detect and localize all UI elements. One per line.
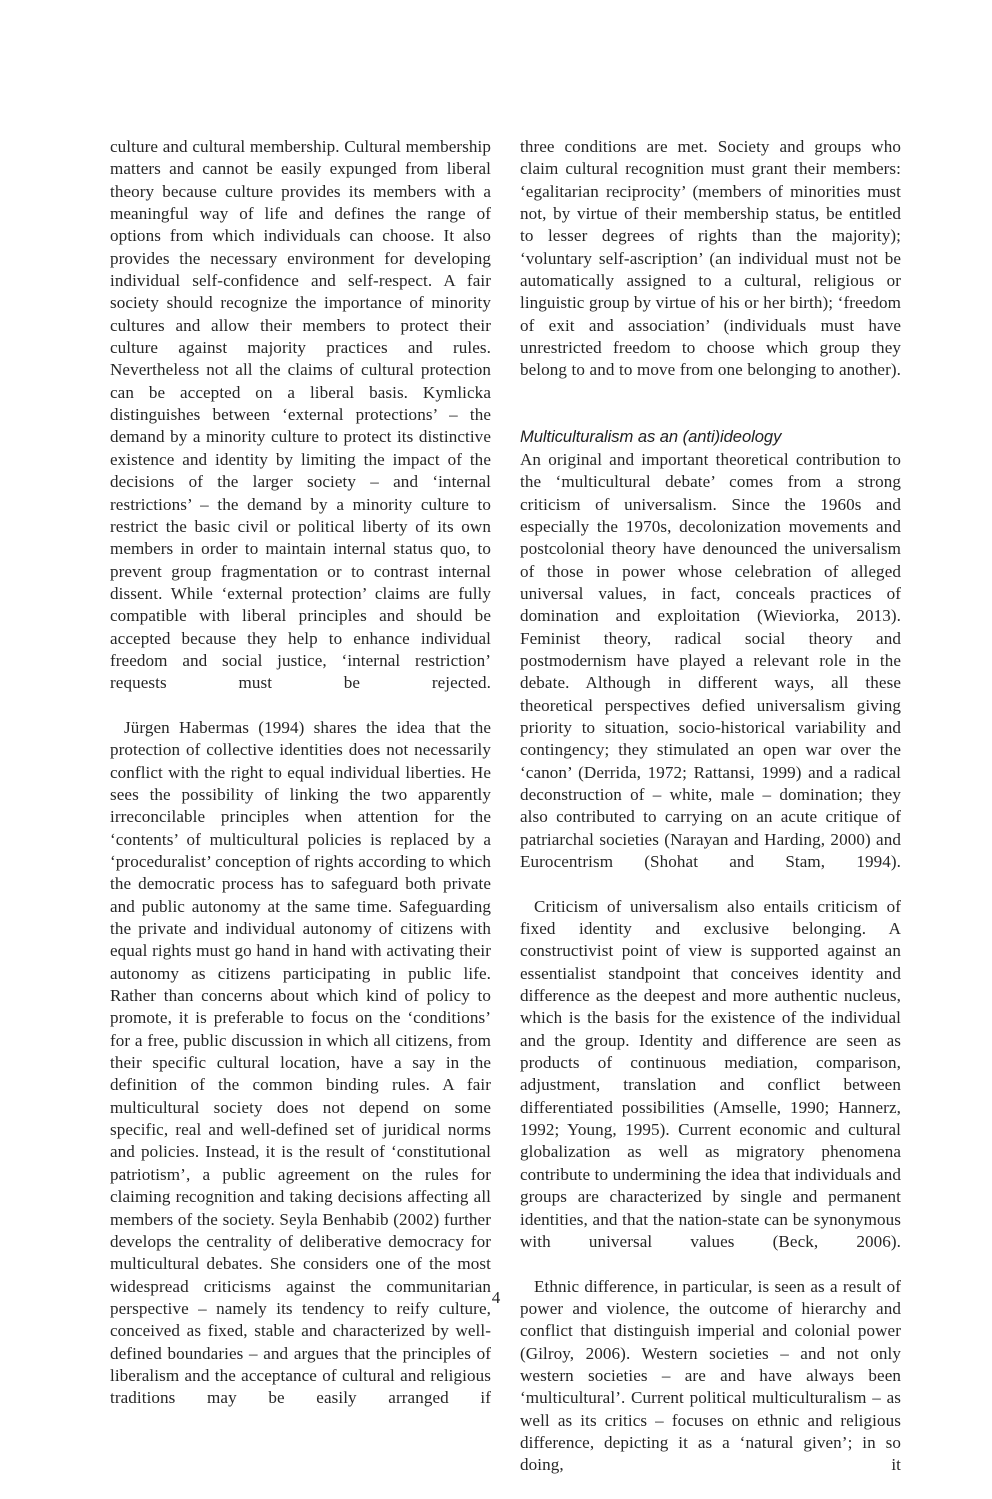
paragraph-ethnic-difference: Ethnic difference, in particular, is seen as a result of power and violence, the outcome of hierarchy and conflict that distinguish imperial and colonial power (Gilroy, 2006). Western societies – and not only western societies – are and have always been ‘multicultural’. Current political multiculturalism – as well as its critics – focuses on ethnic and religious difference, depicting it as a ‘natural given’; in so doing, it	[520, 1276, 901, 1475]
paragraph-three-conditions: three conditions are met. Society and groups who claim cultural recognition must grant their members: ‘egalitarian reciprocity’ (members of minorities must not, by virtue of their membership status, be entitled to lesser degrees of rights than the majority); ‘voluntary self-ascription’ (an individual must not be automatically assigned to a cultural, religious or linguistic group by virtue of his or her birth); ‘freedom of exit and association’ (individuals must have unrestricted freedom to choose which group they belong to and to move from one belonging to another).	[520, 137, 901, 380]
left-column	[110, 136, 491, 1408]
two-column-body	[110, 136, 901, 1475]
heading-spacer	[520, 404, 901, 426]
paragraph-culture-membership: culture and cultural membership. Cultural membership matters and cannot be easily expunged from liberal theory because culture provides its members with a meaningful way of life and defines the range of options from which individuals can choose. It also provides the necessary environment for developing individual self-confidence and self-respect. A fair society should recognize the importance of minority cultures and allow their members to protect their culture against majority practices and rules. Nevertheless not all the claims of cultural protection can be accepted on a liberal basis. Kymlicka distinguishes between ‘external protections’ – the demand by a minority culture to protect its distinctive existence and identity by limiting the impact of the decisions of the larger society – and ‘internal restrictions’ – the demand by a minority culture to restrict the basic civil or political liberty of its own members in order to maintain internal status quo, to prevent group fragmentation or to contrast internal dissent. While ‘external protection’ claims are fully compatible with liberal principles and should be accepted because they help to enhance individual freedom and social justice, ‘internal restriction’ requests must be rejected.	[110, 137, 491, 693]
paragraph-habermas: Jürgen Habermas (1994) shares the idea that the protection of collective identities does not necessarily conflict with the right to equal individual liberties. He sees the possibility of linking the two apparently irreconcilable principles when attention for the ‘contents’ of multicultural policies is replaced by a ‘proceduralist’ conception of rights according to which the democratic process has to safeguard both private and public autonomy at the same time. Safeguarding the private and individual autonomy of citizens with equal rights must go hand in hand with activating their autonomy as citizens participating in public life. Rather than concerns about which kind of policy to promote, it is preferable to focus on the ‘conditions’ for a free, public discussion in which all citizens, from their specific cultural location, have a say in the definition of the common binding rules. A fair multicultural society does not depend on some specific, real and well-defined set of juridical norms and policies. Instead, it is the result of ‘constitutional patriotism’, a public agreement on the rules for claiming recognition and taking decisions affecting all members of the society. Seyla Benhabib (2002) further develops the centrality of deliberative democracy for multicultural debates. She considers one of the most widespread criticisms against the communitarian perspective – namely its tendency to reify culture, conceived as fixed, stable and characterized by well-defined boundaries – and argues that the principles of liberalism and the acceptance of cultural and religious traditions may be easily arranged if	[110, 717, 491, 1408]
paragraph-criticism-universalism: Criticism of universalism also entails criticism of fixed identity and exclusive belonging. A constructivist point of view is supported against an essentialist standpoint that conceives identity and difference as the deepest and more authentic nucleus, which is the basis for the existence of the individual and the group. Identity and difference are seen as products of continuous mediation, comparison, adjustment, translation and conflict between differentiated possibilities (Amselle, 1990; Hannerz, 1992; Young, 1995). Current economic and cultural globalization as well as migratory phenomena contribute to undermining the idea that individuals and groups are characterized by single and permanent identities, and that the nation-state can be synonymous with universal values (Beck, 2006).	[520, 896, 901, 1251]
right-column	[520, 136, 901, 1475]
section-heading-multiculturalism: Multiculturalism as an (anti)ideology	[520, 427, 782, 447]
page-number: 4	[491, 1288, 501, 1307]
paragraph-original-contribution: An original and important theoretical contribution to the ‘multicultural debate’ comes from a strong criticism of universalism. Since the 1960s and especially the 1970s, decolonization movements and postcolonial theory have denounced the universalism of those in power whose celebration of alleged universal values, in fact, conceals practices of domination and exploitation (Wieviorka, 2013). Feminist theory, radical social theory and postmodernism have played a relevant role in the debate. Although in different ways, all these theoretical perspectives defied universalism giving priority to situation, socio-historical variability and contingency; they stimulated an open war over the ‘canon’ (Derrida, 1972; Rattansi, 1999) and a radical deconstruction of – white, male – domination; they also contributed to carrying on an acute critique of patriarchal societies (Narayan and Harding, 2000) and Eurocentrism (Shohat and Stam, 1994).	[520, 449, 901, 871]
